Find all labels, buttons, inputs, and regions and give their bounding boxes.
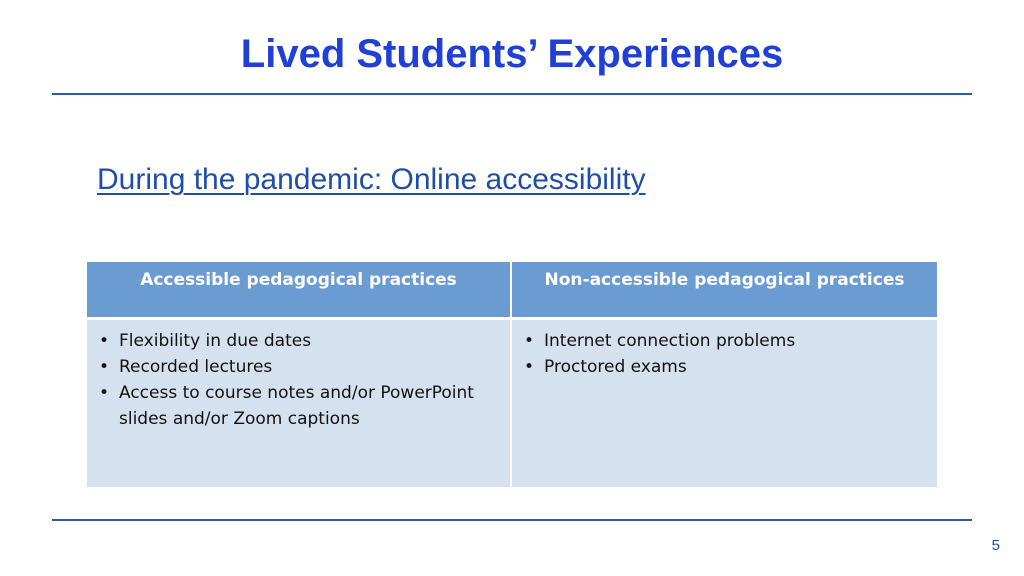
slide-title: Lived Students’ Experiences <box>240 32 784 76</box>
footer-divider <box>52 519 972 521</box>
bullet-icon: • <box>524 356 535 377</box>
list-item: • Flexibility in due dates <box>93 328 500 354</box>
bullet-icon: • <box>99 356 110 377</box>
list-item: • Access to course notes and/or PowerPoint slides and/or Zoom captions <box>93 380 500 432</box>
practices-table <box>87 262 937 487</box>
bullet-icon: • <box>99 382 110 403</box>
list-item: • Recorded lectures <box>93 354 500 380</box>
title-divider <box>52 93 972 95</box>
page-number: 5 <box>991 537 1000 554</box>
header-non-accessible: Non-accessible pedagogical practices <box>511 262 937 318</box>
list-item: • Proctored exams <box>518 354 927 380</box>
cell-accessible-practices <box>87 318 511 487</box>
table-header-row <box>87 262 937 318</box>
header-accessible: Accessible pedagogical practices <box>87 262 511 318</box>
bullet-icon: • <box>99 330 110 351</box>
table-row <box>87 318 937 487</box>
non-accessible-list <box>518 328 927 380</box>
bullet-icon: • <box>524 330 535 351</box>
slide-subtitle: During the pandemic: Online accessibility <box>97 163 646 196</box>
accessible-list <box>93 328 500 432</box>
list-item: • Internet connection problems <box>518 328 927 354</box>
cell-non-accessible-practices <box>511 318 937 487</box>
